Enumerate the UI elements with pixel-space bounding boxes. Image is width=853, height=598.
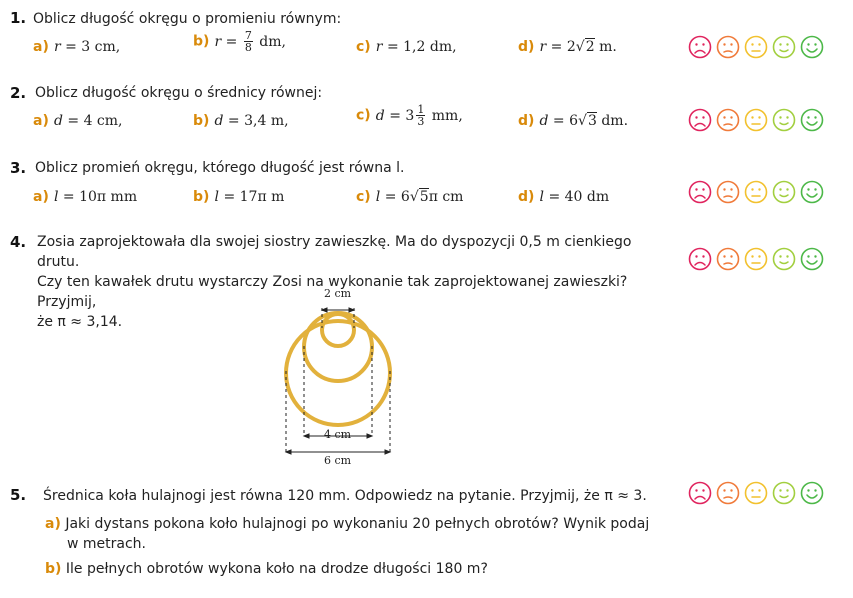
option-label: d) [518, 189, 535, 205]
very-happy-face-icon[interactable] [800, 35, 824, 59]
math-coefficient: 3 [405, 107, 415, 124]
math-variable: l [214, 189, 219, 205]
task-1-option-c [356, 36, 457, 55]
math-variable: d [53, 113, 63, 129]
math-equals: = [380, 189, 401, 205]
happy-face-icon[interactable] [772, 180, 796, 204]
task-1-option-d: d) r = 2√2 m. [518, 39, 617, 55]
self-assessment-faces [688, 247, 824, 271]
math-unit: mm, [427, 107, 463, 124]
option-label: a) [33, 189, 49, 205]
square-root: 2 [585, 39, 595, 55]
option-label: b) [193, 189, 210, 205]
task-3-option-a [33, 186, 137, 205]
math-unit: m. [594, 39, 617, 55]
task-2-option-a [33, 110, 123, 129]
math-equals: = [62, 113, 84, 129]
math-equals: = [544, 189, 565, 205]
math-variable: l [53, 189, 59, 205]
fraction-numerator: 1 [417, 103, 425, 116]
sub-line-1: Jaki dystans pokona koło hulajnogi po wykonaniu 20 pełnych obrotów? Wynik podaj [65, 516, 650, 532]
task-3-prompt: Oblicz promień okręgu, którego długość jest równa l. [35, 160, 405, 176]
sub-label: b) [45, 561, 62, 577]
task-4-line-1: Zosia zaprojektowała dla swojej siostry zawieszkę. Ma do dyspozycji 0,5 m cienkiego drutu. [37, 234, 632, 270]
option-label: a) [33, 113, 49, 129]
math-value: 4 cm, [83, 113, 123, 129]
task-5-sub-b [45, 559, 488, 579]
math-equals: = [60, 39, 82, 55]
very-happy-face-icon[interactable] [800, 108, 824, 132]
very-sad-face-icon[interactable] [688, 108, 712, 132]
neutral-face-icon[interactable] [744, 108, 768, 132]
option-label: c) [356, 107, 371, 124]
math-unit: dm, [254, 33, 286, 50]
math-variable: r [214, 33, 222, 50]
task-1-option-b [193, 30, 286, 53]
neutral-face-icon[interactable] [744, 481, 768, 505]
math-value: 40 dm [564, 189, 610, 205]
square-root: 5 [419, 189, 429, 205]
sub-label: a) [45, 516, 61, 532]
figure-label-6cm: 6 cm [324, 454, 352, 467]
task-3-option-d [518, 186, 609, 205]
task-1-number: 1. [10, 9, 27, 27]
sad-face-icon[interactable] [716, 180, 740, 204]
math-variable: l [539, 189, 544, 205]
happy-face-icon[interactable] [772, 108, 796, 132]
option-label: b) [193, 33, 210, 50]
math-equals: = [548, 113, 570, 129]
square-root: 3 [587, 113, 597, 129]
sad-face-icon[interactable] [716, 108, 740, 132]
fraction-numerator: 7 [244, 29, 252, 42]
task-5-prompt: Średnica koła hulajnogi jest równa 120 mm. Odpowiedz na pytanie. Przyjmij, że π ≈ 3. [43, 488, 647, 504]
self-assessment-faces [688, 108, 824, 132]
happy-face-icon[interactable] [772, 35, 796, 59]
self-assessment-faces [688, 180, 824, 204]
neutral-face-icon[interactable] [744, 35, 768, 59]
self-assessment-faces [688, 35, 824, 59]
math-equals: = [58, 189, 80, 205]
very-sad-face-icon[interactable] [688, 35, 712, 59]
option-label: c) [356, 189, 371, 205]
task-1-option-a [33, 36, 120, 55]
math-value: 1,2 dm, [403, 39, 457, 55]
happy-face-icon[interactable] [772, 247, 796, 271]
math-equals: = [223, 113, 245, 129]
math-unit: π cm [428, 189, 464, 205]
option-label: c) [356, 39, 371, 55]
math-unit: dm. [596, 113, 629, 129]
task-2-prompt: Oblicz długość okręgu o średnicy równej: [35, 85, 323, 101]
task-4-number: 4. [10, 233, 27, 251]
fraction-denominator: 8 [244, 41, 252, 54]
math-equals: = [384, 107, 406, 124]
math-variable: d [539, 113, 549, 129]
outer-ring [286, 321, 390, 425]
self-assessment-faces [688, 481, 824, 505]
task-3-option-b [193, 186, 284, 205]
math-variable: r [53, 39, 61, 55]
math-value: 3,4 m, [244, 113, 289, 129]
option-label: d) [518, 39, 535, 55]
very-happy-face-icon[interactable] [800, 481, 824, 505]
math-coefficient: 6 [400, 189, 410, 205]
sad-face-icon[interactable] [716, 247, 740, 271]
task-5-sub-a [45, 514, 685, 534]
task-4-line-3: że π ≈ 3,14. [37, 314, 123, 330]
task-2-option-b [193, 110, 289, 129]
sad-face-icon[interactable] [716, 481, 740, 505]
neutral-face-icon[interactable] [744, 180, 768, 204]
math-equals: = [219, 189, 240, 205]
math-value: 10π mm [79, 189, 138, 205]
neutral-face-icon[interactable] [744, 247, 768, 271]
math-equals: = [546, 39, 567, 55]
sad-face-icon[interactable] [716, 35, 740, 59]
happy-face-icon[interactable] [772, 481, 796, 505]
task-3-number: 3. [10, 159, 27, 177]
fraction-denominator: 3 [417, 115, 425, 128]
sub-line-1: Ile pełnych obrotów wykona koło na drodze długości 180 m? [65, 561, 488, 577]
task-5-sub-a-line-2: w metrach. [67, 536, 146, 552]
option-label: d) [518, 113, 535, 129]
task-2-option-c [356, 104, 463, 127]
option-label: a) [33, 39, 49, 55]
very-happy-face-icon[interactable] [800, 247, 824, 271]
option-label: b) [193, 113, 210, 129]
very-happy-face-icon[interactable] [800, 180, 824, 204]
task-5-number: 5. [10, 486, 27, 504]
math-variable: d [375, 107, 385, 124]
math-variable: r [539, 39, 547, 55]
math-equals: = [382, 39, 404, 55]
fraction [244, 30, 253, 53]
inner-ring [322, 314, 354, 346]
math-value: 17π m [239, 189, 285, 205]
math-value: 3 cm, [81, 39, 121, 55]
figure-label-2cm: 2 cm [324, 287, 352, 300]
task-4-line-2: Czy ten kawałek drutu wystarczy Zosi na wykonanie tak zaprojektowanej zawieszki? Przyjmij, [37, 274, 628, 310]
math-variable: l [375, 189, 381, 205]
math-coefficient: 2 [566, 39, 576, 55]
task-2-number: 2. [10, 84, 27, 102]
math-variable: d [214, 113, 224, 129]
very-sad-face-icon[interactable] [688, 481, 712, 505]
task-2-option-d: d) d = 6√3 dm. [518, 113, 629, 129]
figure-label-4cm: 4 cm [324, 428, 352, 441]
very-sad-face-icon[interactable] [688, 180, 712, 204]
math-equals: = [221, 33, 242, 50]
math-coefficient: 6 [569, 113, 579, 129]
fraction [416, 104, 425, 127]
very-sad-face-icon[interactable] [688, 247, 712, 271]
task-3-option-c: c) l = 6√5π cm [356, 189, 464, 205]
task-1-prompt: Oblicz długość okręgu o promieniu równym: [33, 11, 342, 27]
math-variable: r [375, 39, 383, 55]
